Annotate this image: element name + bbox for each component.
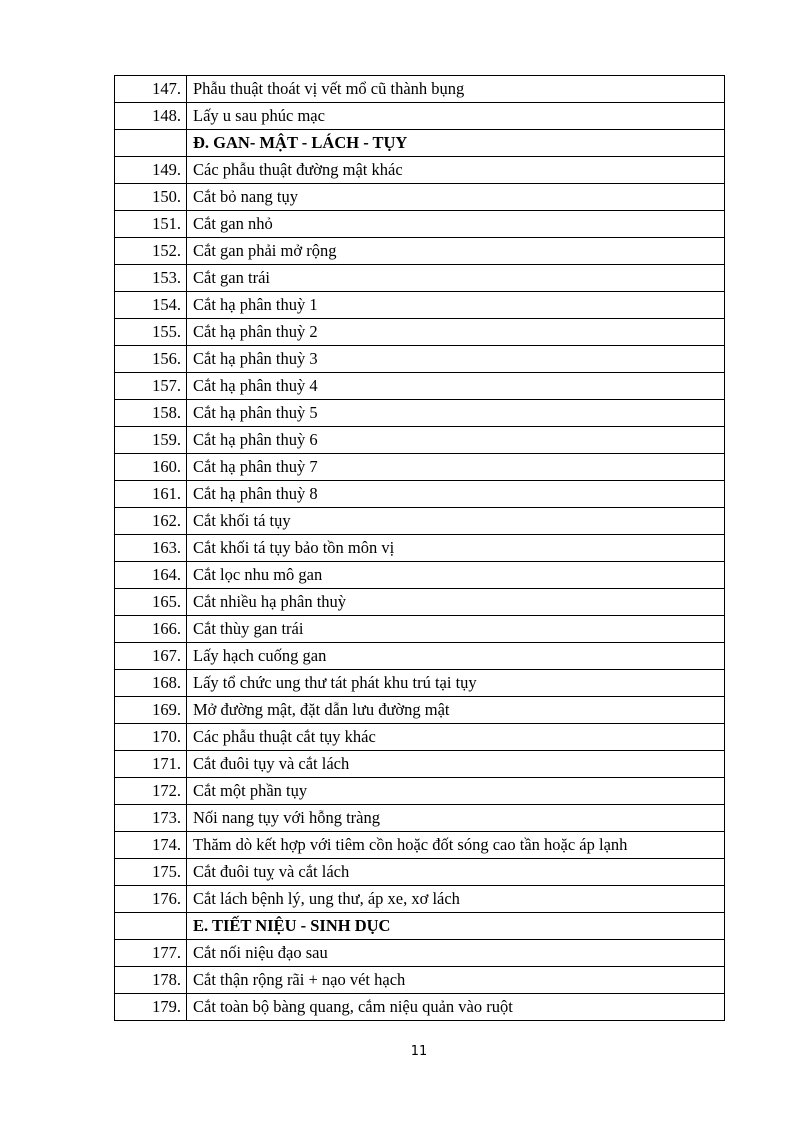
table-row <box>115 967 725 994</box>
table-row <box>115 454 725 481</box>
row-number: 150. <box>115 184 187 211</box>
row-number: 174. <box>115 832 187 859</box>
table-row <box>115 670 725 697</box>
table-row <box>115 76 725 103</box>
table-row <box>115 535 725 562</box>
section-title: E. TIẾT NIỆU - SINH DỤC <box>187 913 725 940</box>
table-row <box>115 184 725 211</box>
row-number: 172. <box>115 778 187 805</box>
table-row <box>115 346 725 373</box>
procedure-name: Cắt nhiều hạ phân thuỳ <box>187 589 725 616</box>
row-number: 154. <box>115 292 187 319</box>
row-number: 148. <box>115 103 187 130</box>
table-row <box>115 211 725 238</box>
procedure-name: Cắt hạ phân thuỳ 4 <box>187 373 725 400</box>
section-title: Đ. GAN- MẬT - LÁCH - TỤY <box>187 130 725 157</box>
table-row <box>115 724 725 751</box>
procedure-name: Cắt lọc nhu mô gan <box>187 562 725 589</box>
procedure-name: Cắt hạ phân thuỳ 1 <box>187 292 725 319</box>
row-number: 168. <box>115 670 187 697</box>
procedure-name: Cắt khối tá tụy <box>187 508 725 535</box>
table-row <box>115 319 725 346</box>
row-number: 151. <box>115 211 187 238</box>
procedure-table-body <box>115 76 725 1021</box>
table-row <box>115 616 725 643</box>
row-number: 170. <box>115 724 187 751</box>
procedure-name: Cắt hạ phân thuỳ 2 <box>187 319 725 346</box>
row-number: 178. <box>115 967 187 994</box>
row-number: 163. <box>115 535 187 562</box>
row-number <box>115 130 187 157</box>
procedure-name: Cắt đuôi tuỵ và cắt lách <box>187 859 725 886</box>
row-number: 167. <box>115 643 187 670</box>
procedure-name: Cắt lách bệnh lý, ung thư, áp xe, xơ lách <box>187 886 725 913</box>
table-row <box>115 373 725 400</box>
row-number: 158. <box>115 400 187 427</box>
table-row <box>115 508 725 535</box>
row-number: 176. <box>115 886 187 913</box>
procedure-name: Cắt thận rộng rãi + nạo vét hạch <box>187 967 725 994</box>
row-number: 164. <box>115 562 187 589</box>
table-row <box>115 940 725 967</box>
table-row <box>115 157 725 184</box>
procedure-name: Cắt hạ phân thuỳ 8 <box>187 481 725 508</box>
row-number: 177. <box>115 940 187 967</box>
row-number: 160. <box>115 454 187 481</box>
procedure-name: Thăm dò kết hợp với tiêm cồn hoặc đốt sóng cao tần hoặc áp lạnh <box>187 832 725 859</box>
table-row <box>115 562 725 589</box>
procedure-name: Cắt gan trái <box>187 265 725 292</box>
row-number: 149. <box>115 157 187 184</box>
row-number: 157. <box>115 373 187 400</box>
section-header-row <box>115 913 725 940</box>
row-number: 169. <box>115 697 187 724</box>
table-row <box>115 265 725 292</box>
row-number: 173. <box>115 805 187 832</box>
table-row <box>115 751 725 778</box>
table-row <box>115 886 725 913</box>
table-row <box>115 805 725 832</box>
table-row <box>115 292 725 319</box>
procedure-name: Nối nang tụy với hỗng tràng <box>187 805 725 832</box>
table-row <box>115 832 725 859</box>
procedure-name: Cắt bỏ nang tụy <box>187 184 725 211</box>
table-row <box>115 994 725 1021</box>
procedure-name: Cắt gan phải mở rộng <box>187 238 725 265</box>
procedure-table <box>114 75 725 1021</box>
table-row <box>115 589 725 616</box>
row-number: 147. <box>115 76 187 103</box>
section-header-row <box>115 130 725 157</box>
row-number: 171. <box>115 751 187 778</box>
row-number: 179. <box>115 994 187 1021</box>
procedure-name: Phẫu thuật thoát vị vết mổ cũ thành bụng <box>187 76 725 103</box>
procedure-name: Cắt khối tá tụy bảo tồn môn vị <box>187 535 725 562</box>
row-number: 152. <box>115 238 187 265</box>
page-number: 11 <box>410 1044 428 1059</box>
table-row <box>115 778 725 805</box>
row-number: 175. <box>115 859 187 886</box>
row-number <box>115 913 187 940</box>
row-number: 153. <box>115 265 187 292</box>
row-number: 156. <box>115 346 187 373</box>
procedure-name: Cắt hạ phân thuỳ 5 <box>187 400 725 427</box>
procedure-name: Cắt nối niệu đạo sau <box>187 940 725 967</box>
row-number: 161. <box>115 481 187 508</box>
procedure-name: Các phẫu thuật cắt tụy khác <box>187 724 725 751</box>
procedure-name: Cắt gan nhỏ <box>187 211 725 238</box>
table-row <box>115 481 725 508</box>
table-row <box>115 103 725 130</box>
procedure-name: Cắt hạ phân thuỳ 6 <box>187 427 725 454</box>
row-number: 165. <box>115 589 187 616</box>
procedure-name: Cắt hạ phân thuỳ 7 <box>187 454 725 481</box>
procedure-name: Mở đường mật, đặt dẫn lưu đường mật <box>187 697 725 724</box>
table-row <box>115 427 725 454</box>
row-number: 166. <box>115 616 187 643</box>
procedure-name: Lấy tổ chức ung thư tát phát khu trú tại tụy <box>187 670 725 697</box>
table-row <box>115 400 725 427</box>
table-row <box>115 643 725 670</box>
row-number: 155. <box>115 319 187 346</box>
procedure-name: Cắt thùy gan trái <box>187 616 725 643</box>
procedure-name: Các phẫu thuật đường mật khác <box>187 157 725 184</box>
procedure-name: Cắt hạ phân thuỳ 3 <box>187 346 725 373</box>
procedure-name: Lấy u sau phúc mạc <box>187 103 725 130</box>
procedure-name: Cắt một phần tụy <box>187 778 725 805</box>
table-row <box>115 697 725 724</box>
row-number: 159. <box>115 427 187 454</box>
procedure-name: Cắt toàn bộ bàng quang, cắm niệu quản vào ruột <box>187 994 725 1021</box>
procedure-name: Lấy hạch cuống gan <box>187 643 725 670</box>
procedure-name: Cắt đuôi tụy và cắt lách <box>187 751 725 778</box>
table-row <box>115 238 725 265</box>
table-row <box>115 859 725 886</box>
row-number: 162. <box>115 508 187 535</box>
